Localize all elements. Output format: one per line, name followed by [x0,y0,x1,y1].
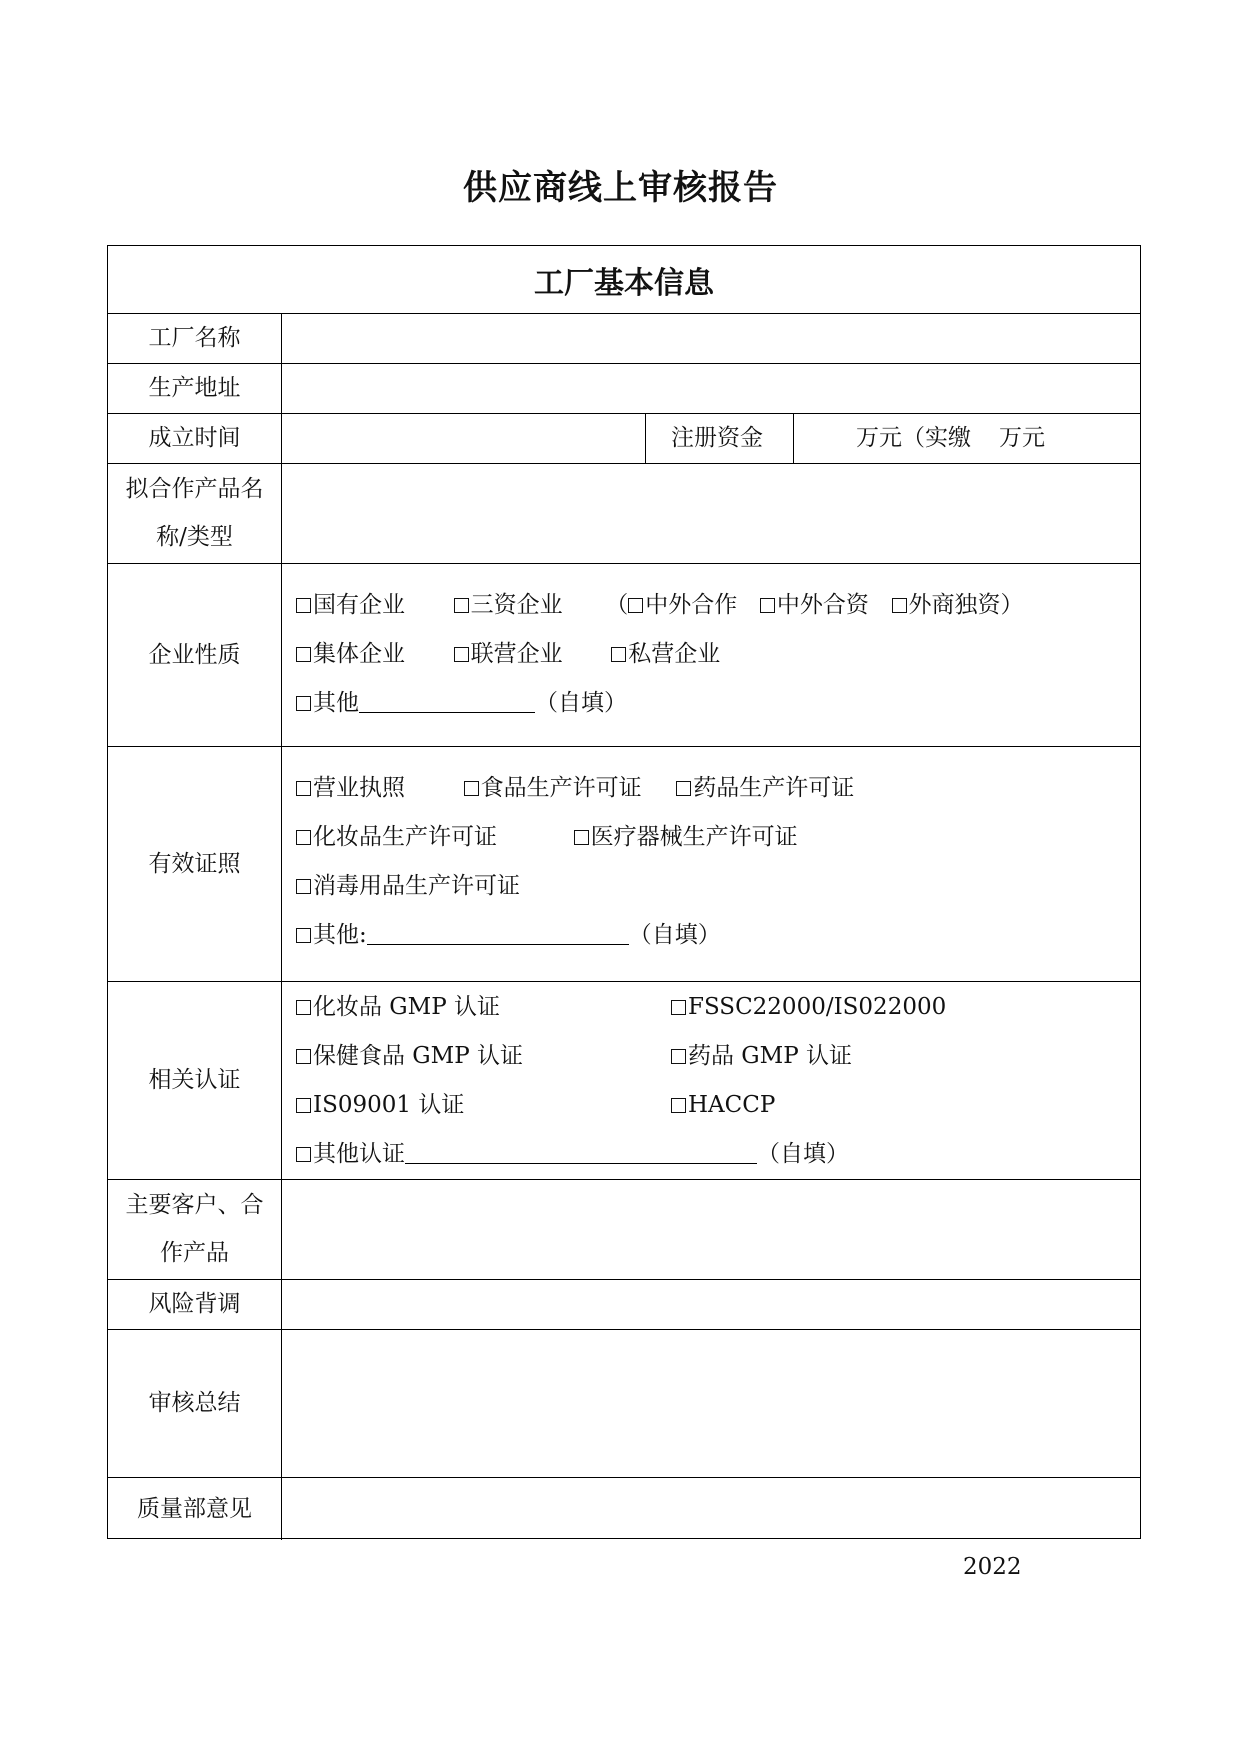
checkbox-nature-other[interactable]: 其他 [296,690,359,716]
checkbox-food-license[interactable]: 食品生产许可证 [464,775,642,801]
checkbox-icon [760,598,775,613]
checkbox-joint-op[interactable]: 联营企业 [454,641,563,667]
label-licenses: 有效证照 [148,850,241,877]
checkbox-three-capital[interactable]: 三资企业 [454,592,563,618]
checkbox-icon [296,1000,311,1015]
checkbox-icon [296,598,311,613]
checkbox-jv-coop[interactable]: 中外合作 [628,592,737,618]
license-other-field[interactable] [367,922,629,945]
checkbox-icon [671,1000,686,1015]
factory-name-field[interactable] [282,314,1140,363]
checkbox-icon [611,647,626,662]
nature-row-3 [296,688,627,718]
label-customers-line2: 作产品 [160,1240,229,1266]
label-quality: 质量部意见 [137,1495,252,1522]
checkbox-icon [296,928,311,943]
checkbox-icon [296,647,311,662]
nature-row-1 [296,590,1024,620]
summary-field[interactable] [282,1330,1140,1477]
label-summary: 审核总结 [148,1390,241,1416]
year-footer: 2022 [963,1554,1022,1580]
label-products-line2: 称/类型 [156,524,233,550]
label-certs: 相关认证 [148,1067,241,1093]
checkbox-disinfect-license[interactable]: 消毒用品生产许可证 [296,873,520,899]
paren-open: （ [605,592,629,618]
checkbox-icon [296,1049,311,1064]
established-field[interactable] [282,414,644,463]
self-fill-note: （自填） [628,922,721,948]
cert-row-other [296,1139,849,1169]
checkbox-private[interactable]: 私营企业 [611,641,720,667]
checkbox-cert-other[interactable]: 其他认证 [296,1141,405,1167]
cert-cosmetic-gmp[interactable]: 化妆品 GMP 认证 [296,992,500,1022]
label-products-line1: 拟合作产品名 [125,476,264,502]
products-field[interactable] [282,464,1140,563]
capital-unit-paid: 万元 [999,425,1045,451]
license-row-2 [296,822,798,852]
label-risk: 风险背调 [148,1291,241,1317]
cert-fssc[interactable]: FSSC22000/IS022000 [671,992,946,1022]
risk-field[interactable] [282,1280,1140,1329]
checkbox-medical-license[interactable]: 医疗器械生产许可证 [574,824,798,850]
customers-field[interactable] [282,1180,1140,1279]
nature-other-field[interactable] [359,690,535,713]
label-established: 成立时间 [148,425,241,451]
label-customers-line1: 主要客户、合 [125,1192,264,1218]
self-fill-note: （自填） [757,1141,849,1167]
self-fill-note: （自填） [535,690,627,716]
cert-health-food-gmp[interactable]: 保健食品 GMP 认证 [296,1041,523,1071]
checkbox-icon [296,781,311,796]
label-registered-capital: 注册资金 [671,425,763,451]
quality-field[interactable] [282,1478,1140,1540]
cert-drug-gmp[interactable]: 药品 GMP 认证 [671,1041,852,1071]
checkbox-collective[interactable]: 集体企业 [296,641,405,667]
checkbox-icon [454,598,469,613]
checkbox-icon [671,1098,686,1113]
checkbox-icon [296,830,311,845]
checkbox-license-other[interactable]: 其他: [296,922,367,948]
checkbox-icon [892,598,907,613]
checkbox-icon [671,1049,686,1064]
checkbox-jv-equity[interactable]: 中外合资 [760,592,869,618]
label-factory-name: 工厂名称 [148,325,241,351]
checkbox-business-license[interactable]: 营业执照 [296,775,405,801]
checkbox-icon [296,696,311,711]
checkbox-cosmetic-license[interactable]: 化妆品生产许可证 [296,824,497,850]
cert-iso9001[interactable]: IS09001 认证 [296,1090,464,1120]
checkbox-icon [454,647,469,662]
checkbox-state-owned[interactable]: 国有企业 [296,592,405,618]
checkbox-icon [296,1147,311,1162]
license-row-1 [296,773,854,803]
checkbox-foreign-sole[interactable]: 外商独资） [892,592,1024,618]
license-row-3 [296,871,520,901]
checkbox-icon [296,879,311,894]
label-customers [108,1179,281,1279]
factory-info-table [107,245,1141,1539]
page-title: 供应商线上审核报告 [463,168,778,208]
address-field[interactable] [282,364,1140,413]
checkbox-icon [574,830,589,845]
section-title: 工厂基本信息 [534,265,714,301]
nature-row-2 [296,639,720,669]
cert-haccp[interactable]: HACCP [671,1090,775,1120]
cert-other-field[interactable] [405,1141,757,1164]
capital-unit: 万元（实缴 [856,425,971,451]
checkbox-icon [464,781,479,796]
checkbox-icon [296,1098,311,1113]
label-products [108,463,281,563]
capital-input[interactable] [856,423,1045,453]
checkbox-icon [628,598,643,613]
label-address: 生产地址 [148,375,241,401]
checkbox-drug-license[interactable]: 药品生产许可证 [676,775,854,801]
label-nature: 企业性质 [148,641,241,668]
license-row-4 [296,920,721,950]
checkbox-icon [676,781,691,796]
